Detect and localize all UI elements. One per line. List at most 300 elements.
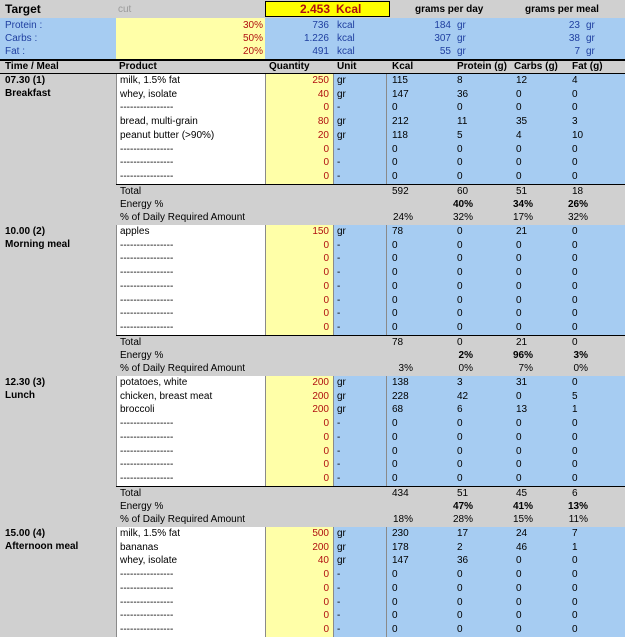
carbs-cell: 12	[516, 75, 528, 86]
macro-grams-meal: 38	[568, 33, 580, 44]
carbs-cell: 4	[516, 130, 522, 141]
carbs-cell: 21	[516, 226, 528, 237]
protein-cell: 17	[457, 528, 469, 539]
protein-cell: 6	[457, 404, 463, 415]
kcal-target-unit: Kcal	[336, 2, 362, 16]
column-divider	[116, 527, 117, 637]
macro-grams-day: 184	[434, 20, 451, 31]
quantity-input[interactable]: 0	[323, 432, 329, 443]
carbs-cell: 0	[516, 144, 522, 155]
product-cell[interactable]: milk, 1.5% fat	[120, 528, 181, 539]
kcal-cell: 78	[392, 226, 404, 237]
total-kcal: 592	[392, 186, 409, 197]
product-cell[interactable]: ----------------	[120, 473, 174, 484]
kcal-cell: 0	[392, 418, 398, 429]
fat-cell: 0	[572, 610, 578, 621]
product-cell[interactable]: milk, 1.5% fat	[120, 75, 181, 86]
carbs-cell: 0	[516, 418, 522, 429]
fat-cell: 0	[572, 240, 578, 251]
total-protein: 0	[457, 337, 463, 348]
fat-cell: 0	[572, 157, 578, 168]
energy-carbs: 41%	[512, 501, 533, 512]
carbs-cell: 0	[516, 610, 522, 621]
kcal-cell: 0	[392, 322, 398, 333]
fat-cell: 0	[572, 267, 578, 278]
macro-grams-day-unit: gr	[457, 33, 466, 44]
fat-cell: 0	[572, 473, 578, 484]
macro-grams-meal-unit: gr	[586, 46, 595, 57]
energy-fat: 26%	[567, 199, 588, 210]
carbs-cell: 0	[516, 583, 522, 594]
carbs-cell: 0	[516, 391, 522, 402]
meal-time: 10.00 (2)	[5, 226, 46, 237]
meal-name: Breakfast	[5, 88, 51, 99]
grams-per-meal-label: grams per meal	[525, 4, 599, 15]
unit-cell: -	[337, 240, 341, 251]
carbs-cell: 0	[516, 267, 522, 278]
protein-cell: 0	[457, 240, 463, 251]
quantity-input[interactable]: 0	[323, 569, 329, 580]
kcal-cell: 0	[392, 446, 398, 457]
unit-cell: gr	[337, 555, 346, 566]
col-quantity: Quantity	[269, 61, 310, 72]
column-divider	[386, 376, 387, 486]
carbs-cell: 0	[516, 624, 522, 635]
protein-cell: 3	[457, 377, 463, 388]
kcal-cell: 0	[392, 432, 398, 443]
fat-cell: 0	[572, 624, 578, 635]
column-divider	[386, 74, 387, 184]
fat-cell: 1	[572, 542, 578, 553]
daily-fat: 0%	[573, 363, 588, 374]
daily-carbs: 15%	[512, 514, 533, 525]
product-cell[interactable]: ----------------	[120, 240, 174, 251]
carbs-cell: 0	[516, 157, 522, 168]
unit-cell: -	[337, 418, 341, 429]
daily-kcal: 3%	[398, 363, 413, 374]
protein-cell: 0	[457, 473, 463, 484]
total-protein: 51	[457, 488, 469, 499]
total-fat: 6	[572, 488, 578, 499]
kcal-cell: 0	[392, 240, 398, 251]
carbs-cell: 0	[516, 597, 522, 608]
quantity-input[interactable]: 0	[323, 240, 329, 251]
protein-cell: 0	[457, 308, 463, 319]
unit-cell: gr	[337, 89, 346, 100]
carbs-cell: 0	[516, 432, 522, 443]
daily-carbs: 17%	[512, 212, 533, 223]
unit-cell: -	[337, 253, 341, 264]
col-time-meal: Time / Meal	[5, 61, 59, 72]
kcal-cell: 0	[392, 267, 398, 278]
meal-name: Lunch	[5, 390, 35, 401]
col-kcal: Kcal	[392, 61, 414, 72]
protein-cell: 5	[457, 130, 463, 141]
total-label: Total	[120, 488, 142, 499]
energy-protein: 2%	[458, 350, 473, 361]
unit-cell: gr	[337, 377, 346, 388]
column-divider	[333, 74, 334, 184]
quantity-input[interactable]: 0	[323, 295, 329, 306]
protein-cell: 0	[457, 144, 463, 155]
unit-cell: -	[337, 144, 341, 155]
kcal-cell: 115	[392, 75, 408, 86]
unit-cell: -	[337, 569, 341, 580]
energy-carbs: 34%	[512, 199, 533, 210]
target-label: Target	[5, 2, 41, 16]
product-cell[interactable]: chicken, breast meat	[120, 391, 213, 402]
macro-name: Carbs :	[5, 33, 38, 44]
quantity-input[interactable]: 0	[323, 446, 329, 457]
kcal-target-value: 2.453	[299, 2, 330, 16]
total-carbs: 21	[516, 337, 528, 348]
carbs-cell: 24	[516, 528, 528, 539]
kcal-cell: 0	[392, 144, 398, 155]
daily-label: % of Daily Required Amount	[120, 514, 246, 525]
protein-cell: 8	[457, 75, 463, 86]
quantity-input[interactable]: 0	[323, 102, 329, 113]
product-cell[interactable]: apples	[120, 226, 150, 237]
fat-cell: 0	[572, 418, 578, 429]
kcal-cell: 0	[392, 583, 398, 594]
quantity-input[interactable]: 500	[312, 528, 329, 539]
fat-cell: 0	[572, 459, 578, 470]
macro-name: Fat :	[5, 46, 26, 57]
fat-cell: 0	[572, 446, 578, 457]
column-divider	[116, 225, 117, 335]
carbs-cell: 13	[516, 404, 528, 415]
fat-cell: 0	[572, 226, 578, 237]
fat-cell: 0	[572, 253, 578, 264]
product-cell[interactable]: ----------------	[120, 597, 174, 608]
protein-cell: 0	[457, 446, 463, 457]
kcal-cell: 230	[392, 528, 409, 539]
kcal-cell: 0	[392, 102, 398, 113]
macro-kcal: 1.226	[303, 33, 329, 44]
quantity-input[interactable]: 0	[323, 624, 329, 635]
kcal-cell: 0	[392, 597, 398, 608]
daily-fat: 11%	[568, 514, 588, 525]
energy-label: Energy %	[120, 350, 164, 361]
carbs-cell: 0	[516, 555, 522, 566]
energy-label: Energy %	[120, 501, 164, 512]
quantity-input[interactable]: 0	[323, 253, 329, 264]
quantity-input[interactable]: 80	[317, 116, 329, 127]
fat-cell: 0	[572, 583, 578, 594]
fat-cell: 0	[572, 377, 578, 388]
unit-cell: -	[337, 322, 341, 333]
kcal-cell: 228	[392, 391, 409, 402]
product-cell[interactable]: ----------------	[120, 446, 174, 457]
carbs-cell: 0	[516, 281, 522, 292]
energy-label: Energy %	[120, 199, 164, 210]
total-protein: 60	[457, 186, 469, 197]
quantity-input[interactable]: 0	[323, 308, 329, 319]
carbs-cell: 46	[516, 542, 528, 553]
product-cell[interactable]: ----------------	[120, 610, 174, 621]
product-cell[interactable]: ----------------	[120, 144, 174, 155]
unit-cell: gr	[337, 116, 346, 127]
carbs-cell: 0	[516, 89, 522, 100]
column-divider	[386, 225, 387, 335]
macro-kcal-unit: kcal	[337, 20, 355, 31]
total-label: Total	[120, 337, 142, 348]
carbs-cell: 0	[516, 171, 522, 182]
unit-cell: -	[337, 308, 341, 319]
quantity-input[interactable]: 0	[323, 473, 329, 484]
unit-cell: -	[337, 597, 341, 608]
product-cell[interactable]: ----------------	[120, 432, 174, 443]
column-divider	[386, 527, 387, 637]
fat-cell: 0	[572, 171, 578, 182]
product-cell[interactable]: ----------------	[120, 171, 174, 182]
protein-cell: 0	[457, 102, 463, 113]
quantity-input[interactable]: 0	[323, 171, 329, 182]
macro-pct-input[interactable]: 30%	[242, 20, 263, 31]
product-cell[interactable]: ----------------	[120, 418, 174, 429]
quantity-input[interactable]: 0	[323, 583, 329, 594]
macro-kcal: 736	[312, 20, 329, 31]
kcal-cell: 0	[392, 295, 398, 306]
product-cell[interactable]: ----------------	[120, 308, 174, 319]
quantity-input[interactable]: 40	[317, 555, 329, 566]
unit-cell: gr	[337, 226, 346, 237]
product-cell[interactable]: ----------------	[120, 459, 174, 470]
protein-cell: 0	[457, 267, 463, 278]
unit-cell: gr	[337, 130, 346, 141]
fat-cell: 0	[572, 102, 578, 113]
quantity-input[interactable]: 0	[323, 610, 329, 621]
protein-cell: 0	[457, 226, 463, 237]
energy-fat: 3%	[573, 350, 588, 361]
product-cell[interactable]: ----------------	[120, 253, 174, 264]
quantity-input[interactable]: 0	[323, 157, 329, 168]
quantity-input[interactable]: 40	[317, 89, 329, 100]
kcal-cell: 0	[392, 253, 398, 264]
quantity-input[interactable]: 200	[312, 377, 329, 388]
fat-cell: 0	[572, 322, 578, 333]
protein-cell: 0	[457, 171, 463, 182]
column-divider	[116, 376, 117, 486]
daily-kcal: 24%	[392, 212, 413, 223]
carbs-cell: 0	[516, 473, 522, 484]
protein-cell: 2	[457, 542, 463, 553]
product-cell[interactable]: ----------------	[120, 157, 174, 168]
quantity-input[interactable]: 0	[323, 322, 329, 333]
product-cell[interactable]: ----------------	[120, 583, 174, 594]
col-unit: Unit	[337, 61, 357, 72]
quantity-input[interactable]: 0	[323, 144, 329, 155]
column-divider	[333, 376, 334, 486]
product-cell[interactable]: whey, isolate	[120, 89, 178, 100]
protein-cell: 0	[457, 610, 463, 621]
unit-cell: -	[337, 432, 341, 443]
protein-cell: 0	[457, 432, 463, 443]
unit-cell: gr	[337, 542, 346, 553]
daily-label: % of Daily Required Amount	[120, 363, 246, 374]
kcal-cell: 0	[392, 473, 398, 484]
energy-carbs: 96%	[512, 350, 533, 361]
unit-cell: gr	[337, 391, 346, 402]
col-product: Product	[119, 61, 157, 72]
unit-cell: -	[337, 157, 341, 168]
fat-cell: 0	[572, 295, 578, 306]
product-cell[interactable]: ----------------	[120, 281, 174, 292]
product-cell[interactable]: potatoes, white	[120, 377, 188, 388]
kcal-cell: 68	[392, 404, 404, 415]
macro-grams-day: 55	[439, 46, 451, 57]
product-cell[interactable]: whey, isolate	[120, 555, 178, 566]
protein-cell: 0	[457, 459, 463, 470]
protein-cell: 0	[457, 583, 463, 594]
kcal-cell: 0	[392, 624, 398, 635]
quantity-input[interactable]: 0	[323, 459, 329, 470]
unit-cell: gr	[337, 404, 346, 415]
unit-cell: -	[337, 473, 341, 484]
protein-cell: 42	[457, 391, 469, 402]
quantity-input[interactable]: 0	[323, 418, 329, 429]
protein-cell: 0	[457, 597, 463, 608]
energy-fat: 13%	[567, 501, 588, 512]
protein-cell: 36	[457, 89, 469, 100]
protein-cell: 0	[457, 624, 463, 635]
grams-per-day-label: grams per day	[415, 4, 484, 15]
kcal-cell: 0	[392, 171, 398, 182]
protein-cell: 36	[457, 555, 469, 566]
carbs-cell: 35	[516, 116, 528, 127]
fat-cell: 0	[572, 555, 578, 566]
unit-cell: -	[337, 295, 341, 306]
protein-cell: 0	[457, 157, 463, 168]
product-cell[interactable]: ----------------	[120, 569, 174, 580]
macro-grams-day-unit: gr	[457, 20, 466, 31]
product-cell[interactable]: ----------------	[120, 322, 174, 333]
macro-kcal: 491	[312, 46, 329, 57]
macro-name: Protein :	[5, 20, 43, 31]
total-label: Total	[120, 186, 142, 197]
kcal-cell: 178	[392, 542, 409, 553]
kcal-cell: 0	[392, 157, 398, 168]
carbs-cell: 0	[516, 308, 522, 319]
product-cell[interactable]: ----------------	[120, 267, 174, 278]
energy-protein: 47%	[452, 501, 473, 512]
quantity-input[interactable]: 200	[312, 404, 329, 415]
product-cell[interactable]: ----------------	[120, 295, 174, 306]
quantity-input[interactable]: 20	[317, 130, 329, 141]
fat-cell: 5	[572, 391, 578, 402]
macro-pct-input[interactable]: 50%	[242, 33, 263, 44]
daily-protein: 0%	[458, 363, 473, 374]
quantity-input[interactable]: 250	[312, 75, 329, 86]
daily-fat: 32%	[567, 212, 588, 223]
col-carbs: Carbs (g)	[514, 61, 558, 72]
quantity-input[interactable]: 200	[312, 391, 329, 402]
column-divider	[333, 527, 334, 637]
kcal-cell: 147	[392, 89, 409, 100]
macro-pct-input[interactable]: 20%	[242, 46, 263, 57]
product-cell[interactable]: bananas	[120, 542, 159, 553]
protein-cell: 0	[457, 253, 463, 264]
unit-cell: -	[337, 446, 341, 457]
fat-cell: 0	[572, 569, 578, 580]
quantity-input[interactable]: 0	[323, 267, 329, 278]
protein-cell: 0	[457, 418, 463, 429]
kcal-cell: 138	[392, 377, 409, 388]
daily-label: % of Daily Required Amount	[120, 212, 246, 223]
kcal-cell: 0	[392, 569, 398, 580]
col-protein: Protein (g)	[457, 61, 507, 72]
total-fat: 18	[572, 186, 584, 197]
goal-cell[interactable]: cut	[118, 4, 132, 15]
column-divider	[116, 74, 117, 184]
protein-cell: 0	[457, 295, 463, 306]
fat-cell: 0	[572, 432, 578, 443]
meal-time: 12.30 (3)	[5, 377, 46, 388]
unit-cell: -	[337, 583, 341, 594]
unit-cell: gr	[337, 528, 346, 539]
product-cell[interactable]: peanut butter (>90%)	[120, 130, 215, 141]
protein-cell: 11	[457, 116, 468, 127]
daily-protein: 28%	[452, 514, 473, 525]
quantity-input[interactable]: 0	[323, 597, 329, 608]
fat-cell: 4	[572, 75, 578, 86]
total-carbs: 45	[516, 488, 528, 499]
product-cell[interactable]: bread, multi-grain	[120, 116, 198, 127]
fat-cell: 1	[572, 404, 578, 415]
column-divider	[333, 225, 334, 335]
kcal-cell: 147	[392, 555, 409, 566]
carbs-cell: 0	[516, 322, 522, 333]
fat-cell: 0	[572, 308, 578, 319]
quantity-input[interactable]: 0	[323, 281, 329, 292]
unit-cell: -	[337, 171, 341, 182]
macro-grams-day-unit: gr	[457, 46, 466, 57]
quantity-input[interactable]: 200	[312, 542, 329, 553]
meal-name: Morning meal	[5, 239, 71, 250]
kcal-cell: 0	[392, 459, 398, 470]
kcal-cell: 118	[392, 130, 408, 141]
carbs-cell: 0	[516, 240, 522, 251]
carbs-cell: 0	[516, 459, 522, 470]
unit-cell: gr	[337, 75, 346, 86]
kcal-cell: 0	[392, 308, 398, 319]
protein-cell: 0	[457, 322, 463, 333]
carbs-cell: 0	[516, 102, 522, 113]
total-kcal: 78	[392, 337, 404, 348]
product-cell[interactable]: broccoli	[120, 404, 155, 415]
macro-grams-day: 307	[434, 33, 451, 44]
quantity-input[interactable]: 150	[312, 226, 329, 237]
unit-cell: -	[337, 267, 341, 278]
daily-kcal: 18%	[392, 514, 413, 525]
carbs-cell: 0	[516, 569, 522, 580]
carbs-cell: 0	[516, 253, 522, 264]
macro-grams-meal: 23	[568, 20, 580, 31]
macro-kcal-unit: kcal	[337, 33, 355, 44]
unit-cell: -	[337, 102, 341, 113]
product-cell[interactable]: ----------------	[120, 624, 174, 635]
unit-cell: -	[337, 281, 341, 292]
macro-grams-meal-unit: gr	[586, 20, 595, 31]
macro-grams-meal: 7	[574, 46, 580, 57]
unit-cell: -	[337, 610, 341, 621]
meal-name: Afternoon meal	[5, 541, 79, 552]
unit-cell: -	[337, 624, 341, 635]
fat-cell: 3	[572, 116, 578, 127]
protein-cell: 0	[457, 281, 463, 292]
carbs-cell: 0	[516, 295, 522, 306]
product-cell[interactable]: ----------------	[120, 102, 174, 113]
